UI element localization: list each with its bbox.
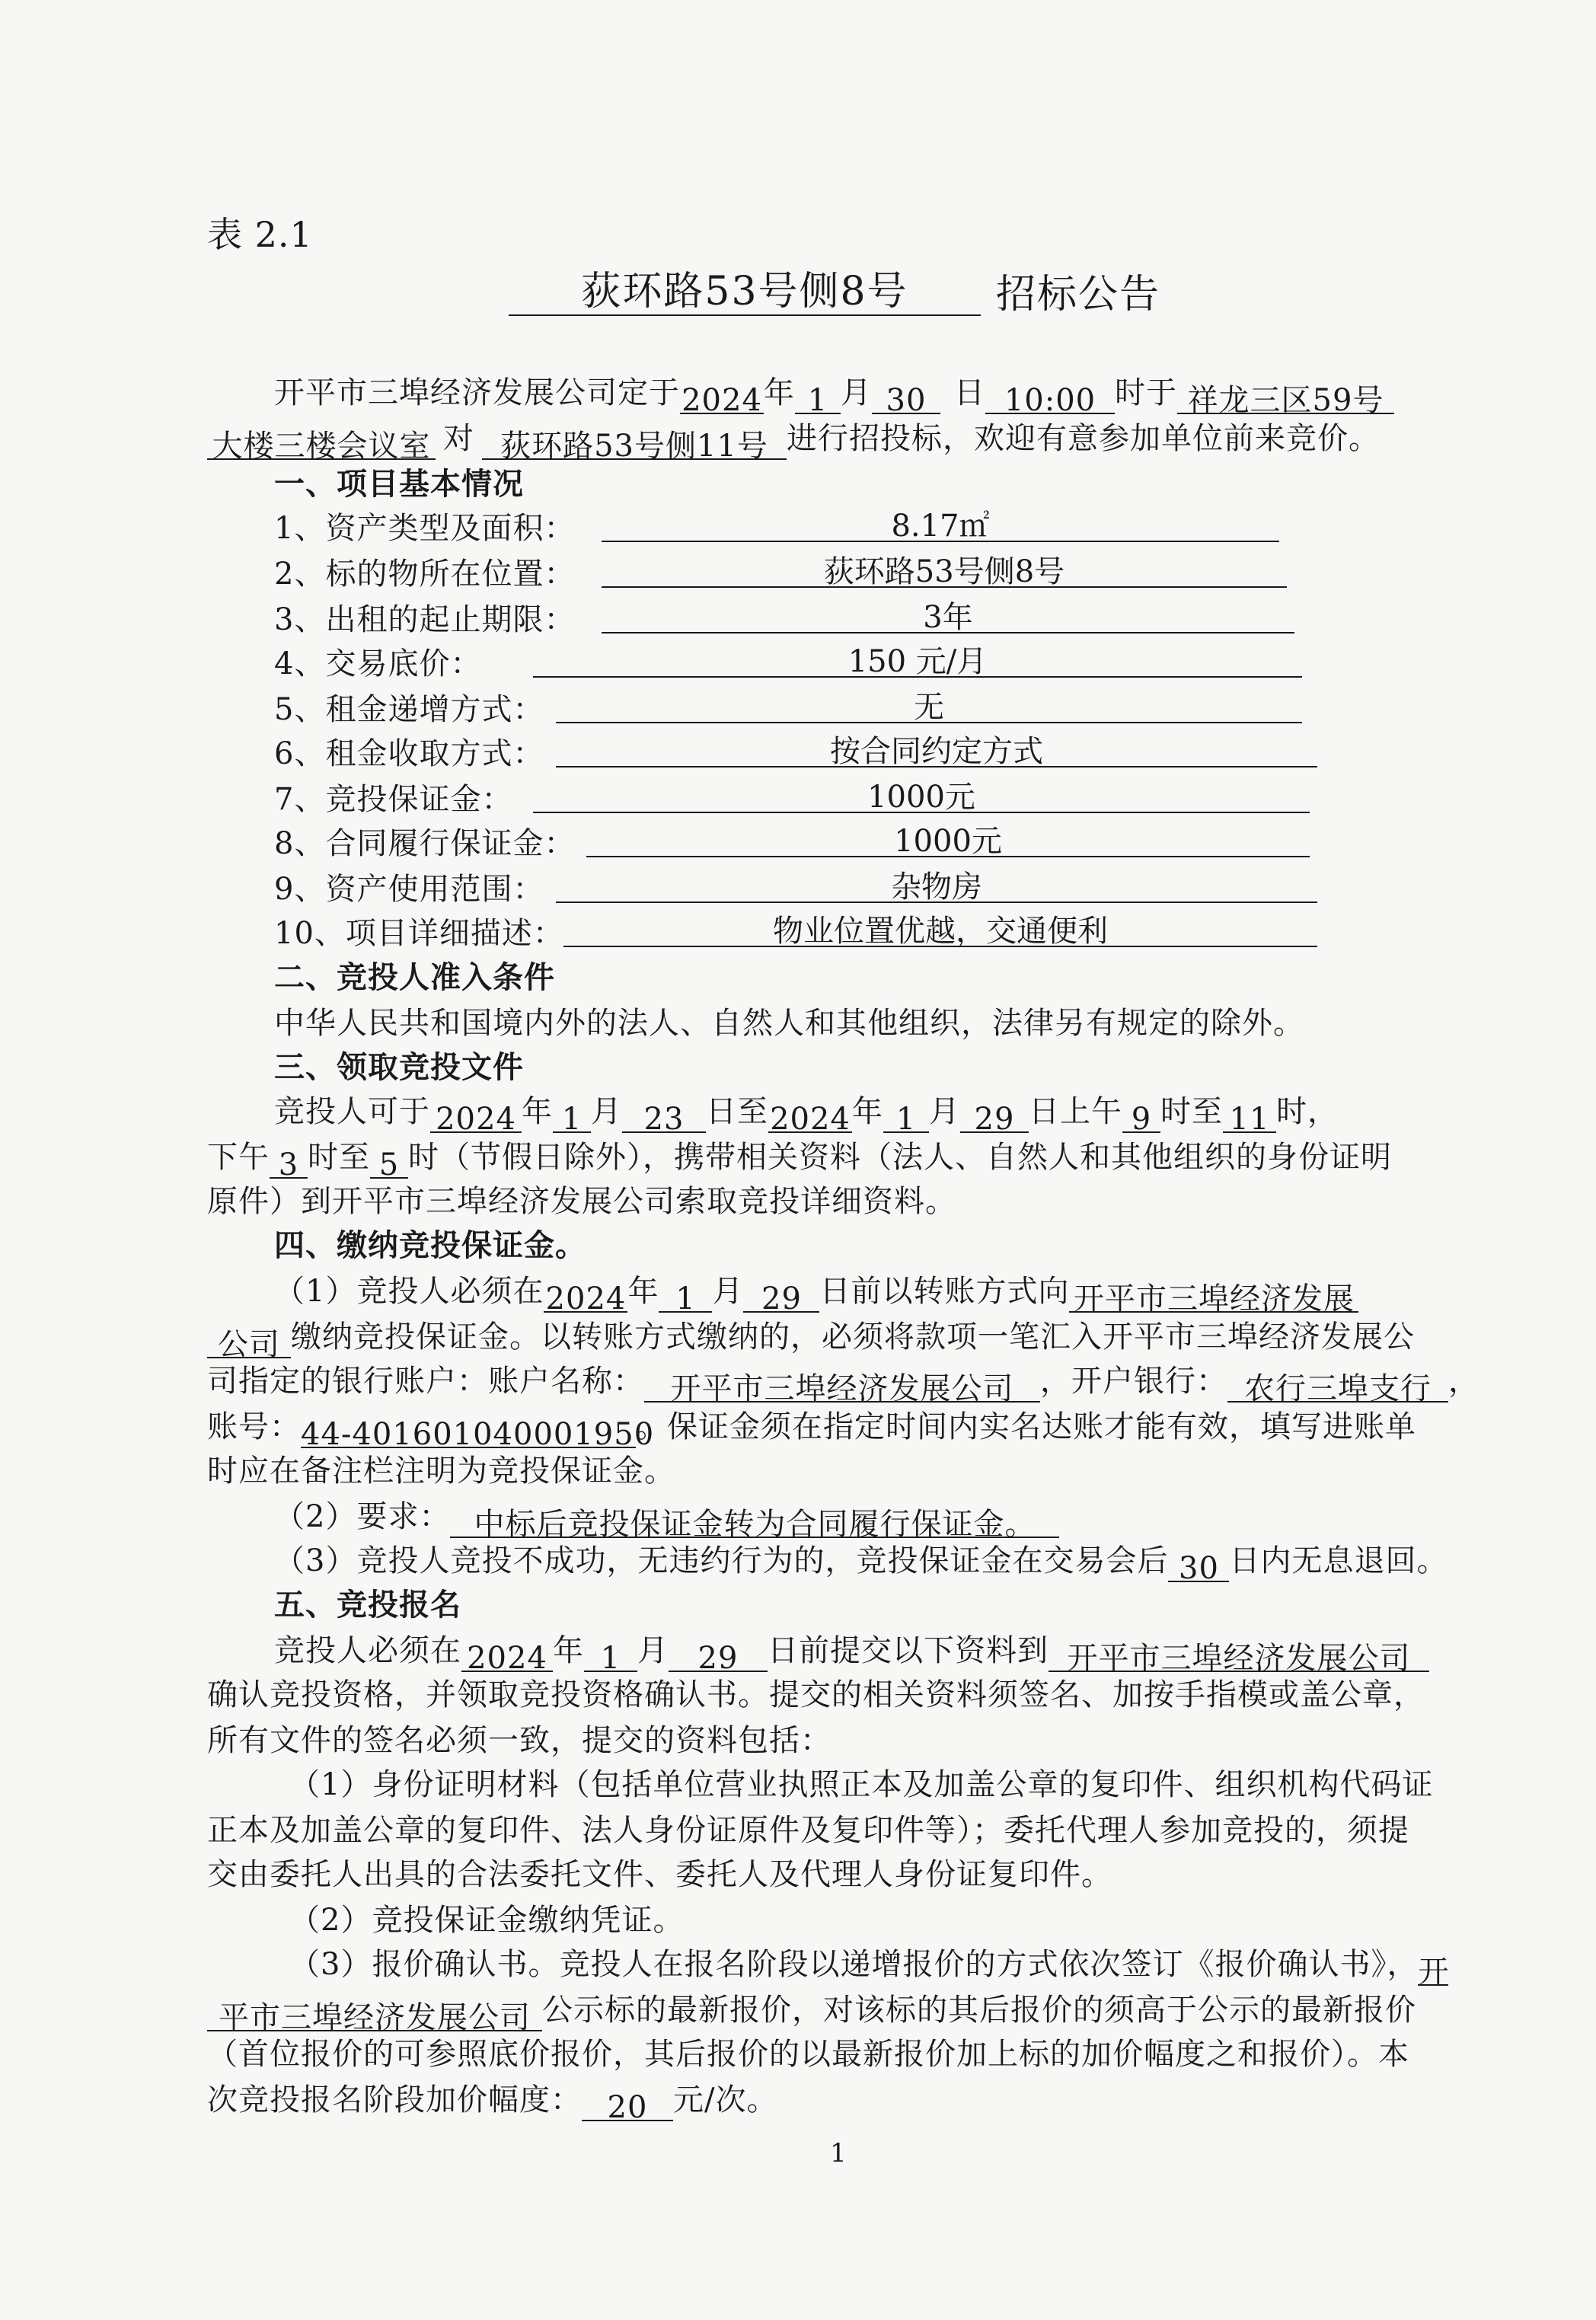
- item-label: 4、交易底价：: [274, 646, 482, 681]
- section-4-line-4: 账号：44-401601040001950。保证金须在指定时间内实名达账才能有效，填写进账单: [207, 1409, 1416, 1452]
- section-5-item-1c: 交由委托人出具的合法委托文件、委托人及代理人身份证复印件。: [207, 1857, 1112, 1892]
- section-5-item-3c: （首位报价的可参照底价报价，其后报价的以最新报价加上标的加价幅度之和报价）。本: [207, 2037, 1409, 2072]
- section-4-line-2: 公司 缴纳竞投保证金。以转账方式缴纳的，必须将款项一笔汇入开平市三埠经济发展公: [207, 1316, 1415, 1358]
- item-value: 杂物房: [556, 868, 1317, 903]
- item-value: 1000元: [533, 778, 1310, 813]
- item-value: 8.17㎡: [602, 507, 1279, 542]
- section-2-text: 中华人民共和国境内外的法人、自然人和其他组织，法律另有规定的除外。: [274, 1006, 1304, 1041]
- page-number: 1: [830, 2138, 847, 2168]
- item-label: 10、项目详细描述：: [274, 916, 564, 951]
- item-label: 2、标的物所在位置：: [274, 557, 576, 592]
- section-3-line-1: 竞投人可于 2024 年 1 月 23 日至2024年 1 月 29 日上午 9 时至 11 时，: [274, 1094, 1339, 1137]
- section-4-line-5: 时应在备注栏注明为竞投保证金。: [207, 1454, 675, 1489]
- section-4-heading: 四、缴纳竞投保证金。: [274, 1227, 586, 1263]
- item-value: 3年: [602, 598, 1294, 633]
- section-3-line-3: 原件）到开平市三埠经济发展公司索取竞投详细资料。: [207, 1184, 956, 1219]
- section-3-line-2: 下午 3 时至 5 时（节假日除外），携带相关资料（法人、自然人和其他组织的身份证明: [207, 1140, 1392, 1182]
- title-subject: 荻环路53号侧8号: [509, 270, 981, 316]
- item-value: 无: [556, 688, 1302, 723]
- section-5-item-1b: 正本及加盖公章的复印件、法人身份证原件及复印件等）；委托代理人参加竞投的，须提: [207, 1813, 1409, 1848]
- section-1-heading: 一、项目基本情况: [274, 466, 524, 502]
- section-4-line-6: （2）要求： 中标后竞投保证金转为合同履行保证金。: [274, 1495, 1059, 1538]
- section-4-line-3: 司指定的银行账户：账户名称： 开平市三埠经济发展公司 ，开户银行： 农行三埠支行 ，: [207, 1364, 1479, 1406]
- intro-line-2: 大楼三楼会议室 对 荻环路53号侧11号 进行招投标，欢迎有意参加单位前来竞价。: [207, 417, 1380, 460]
- item-value: 150 元/月: [533, 643, 1302, 678]
- section-5-item-1a: （1）身份证明材料（包括单位营业执照正本及加盖公章的复印件、组织机构代码证: [289, 1767, 1434, 1802]
- section-4-line-1: （1）竞投人必须在2024年 1 月 29 日前以转账方式向 开平市三埠经济发展: [274, 1270, 1358, 1313]
- section-5-line-2: 确认竞投资格，并领取竞投资格确认书。提交的相关资料须签名、加按手指模或盖公章，: [207, 1677, 1425, 1712]
- item-value: 物业位置优越，交通便利: [563, 912, 1317, 947]
- section-2-heading: 二、竞投人准入条件: [274, 959, 555, 995]
- section-5-item-3b: 平市三埠经济发展公司 公示标的最新报价，对该标的其后报价的须高于公示的最新报价: [207, 1989, 1416, 2031]
- section-5-item-3d: 次竞投报名阶段加价幅度： 20 元/次。: [207, 2082, 778, 2125]
- item-label: 3、出租的起止期限：: [274, 602, 576, 637]
- section-5-item-2: （2）竞投保证金缴纳凭证。: [289, 1903, 685, 1938]
- section-5-line-1: 竞投人必须在 2024 年 1 月 29 日前提交以下资料到 开平市三埠经济发展公司: [274, 1629, 1429, 1672]
- section-5-line-3: 所有文件的签名必须一致，提交的资料包括：: [207, 1723, 832, 1758]
- item-label: 7、竞投保证金：: [274, 782, 513, 817]
- item-value: 荻环路53号侧8号: [602, 553, 1287, 588]
- section-5-heading: 五、竞投报名: [274, 1587, 461, 1623]
- intro-line-1: 开平市三埠经济发展公司定于2024年 1 月 30 日 10:00 时于 祥龙三区59号: [274, 372, 1394, 414]
- section-4-line-7: （3）竞投人竞投不成功，无违约行为的，竞投保证金在交易会后 30 日内无息退回。: [274, 1543, 1448, 1586]
- section-5-item-3a: （3）报价确认书。竞投人在报名阶段以递增报价的方式依次签订《报价确认书》，开: [289, 1947, 1450, 1990]
- item-label: 6、租金收取方式：: [274, 736, 544, 771]
- table-number: 表 2.1: [207, 214, 313, 255]
- item-label: 1、资产类型及面积：: [274, 511, 576, 546]
- section-3-heading: 三、领取竞投文件: [274, 1049, 524, 1085]
- item-value: 1000元: [586, 822, 1310, 857]
- item-label: 5、租金递增方式：: [274, 692, 544, 727]
- item-label: 8、合同履行保证金：: [274, 826, 576, 861]
- item-value: 按合同约定方式: [556, 732, 1317, 767]
- page-title: 荻环路53号侧8号 招标公告: [509, 270, 1160, 316]
- item-label: 9、资产使用范围：: [274, 872, 544, 907]
